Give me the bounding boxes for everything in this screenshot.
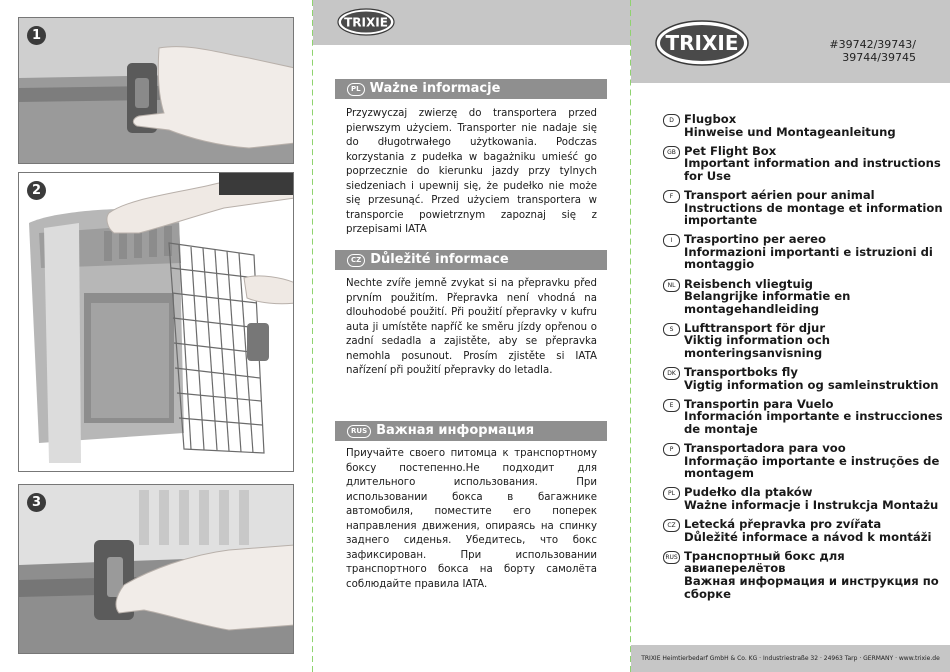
article-numbers — [829, 38, 916, 64]
step-number: 3 — [27, 493, 46, 512]
language-entry-e — [663, 398, 943, 436]
product-subtitle: Hinweise und Montageanleitung — [684, 124, 896, 139]
product-subtitle: Важная информация и инструкция по сборке — [684, 573, 939, 601]
product-name: Transportboks fly — [684, 365, 798, 380]
company-footer: TRIXIE Heimtierbedarf GmbH & Co. KG · Industriestraße 32 · 24963 Tarp · GERMANY · www.trixie.de — [631, 645, 950, 672]
language-entry-rus — [663, 550, 943, 600]
language-list — [663, 113, 943, 607]
language-code-badge: GB — [663, 146, 680, 159]
trixie-logo — [655, 20, 749, 66]
svg-text:TRIXIE: TRIXIE — [344, 15, 388, 30]
language-code-badge: P — [663, 443, 680, 456]
article-number-line: #39742/39743/ — [829, 38, 916, 51]
section-heading-rus — [335, 421, 607, 441]
trixie-logo — [337, 8, 395, 36]
product-name: Flugbox — [684, 112, 737, 126]
language-code-badge: RUS — [663, 551, 680, 564]
language-badge: RUS — [347, 425, 371, 438]
right-panel — [631, 0, 950, 672]
section-heading-pl — [335, 79, 607, 99]
product-subtitle: Important information and instructions for Use — [684, 156, 941, 183]
language-code-badge: I — [663, 234, 680, 247]
carrier-door-illustration — [19, 173, 294, 472]
language-code-badge: PL — [663, 487, 680, 500]
language-entry-pl — [663, 486, 943, 511]
article-number-line: 39744/39745 — [842, 51, 916, 64]
language-code-badge: CZ — [663, 519, 680, 532]
product-subtitle: Ważne informacje i Instrukcja Montażu — [684, 497, 939, 512]
step-3-photo — [18, 484, 294, 654]
section-text-rus: Приучайте своего питомца к транспортному боксу постепенно.Не подходит для длительного использования. При использовании бокса в багажнике автомобиля, поместите его поперек направления движения, опираясь на спинку заднего сиденья. Убедитесь, что бокс зафиксирован. При использовании транспортного бокса на борту самолёта соблюдайте правила IATA. — [346, 448, 597, 590]
product-name: Транспортный бокс для авиаперелётов — [684, 548, 845, 576]
language-badge: CZ — [347, 254, 365, 267]
middle-panel — [313, 0, 631, 672]
product-name: Trasportino per aereo — [684, 232, 826, 247]
carrier-lock-illustration — [19, 485, 294, 654]
language-entry-i — [663, 233, 943, 271]
language-badge: PL — [347, 83, 365, 96]
language-code-badge: DK — [663, 367, 680, 380]
left-panel — [0, 0, 313, 672]
product-name: Lufttransport för djur — [684, 320, 826, 335]
product-name: Pudełko dla ptaków — [684, 485, 813, 500]
cover-header-band — [631, 0, 950, 83]
product-subtitle: Belangrijke informatie en montagehandleiding — [684, 289, 851, 316]
section-title: Důležité informace — [370, 252, 509, 267]
product-subtitle: Instructions de montage et information importante — [684, 200, 943, 228]
carrier-clip-illustration — [19, 18, 294, 164]
language-code-badge: NL — [663, 279, 680, 292]
step-number: 1 — [27, 26, 46, 45]
language-code-badge: E — [663, 399, 680, 412]
product-name: Reisbench vliegtuig — [684, 276, 813, 291]
language-entry-gb — [663, 145, 943, 183]
step-number: 2 — [27, 181, 46, 200]
product-subtitle: Viktig information och monteringsanvisning — [684, 333, 831, 360]
product-name: Pet Flight Box — [684, 143, 777, 158]
language-entry-d — [663, 113, 943, 138]
section-title: Важная информация — [376, 423, 535, 438]
product-subtitle: Informação importante e instruções de montagem — [684, 453, 940, 481]
language-code-badge: D — [663, 114, 680, 127]
product-subtitle: Důležité informace a návod k montáži — [684, 529, 932, 544]
section-title: Ważne informacje — [369, 81, 501, 96]
section-text-cz: Nechte zvíře jemně zvykat si na přepravku před prvním použitím. Přepravka není vhodná na dlouhodobé použití. Při použití přepravky v kufru auta ji umístěte napříč ke směru jízdy opřenou o zadní sedadla a zajistěte, aby se přepravka nemohla posunout. Prosím zjistěte si IATA nařízení při použití přepravky do letadla. — [346, 278, 597, 376]
language-code-badge: F — [663, 190, 680, 203]
language-entry-p — [663, 442, 943, 480]
language-entry-dk — [663, 366, 943, 391]
language-entry-f — [663, 189, 943, 227]
section-text-pl: Przyzwyczaj zwierzę do transportera przed pierwszym użyciem. Transporter nie nadaje się do długotrwałego użytkowania. Podczas korzystania z pudełka w bagażniku umieść go poprzecznie do kierunku jazdy przy tylnych siedzeniach i upewnij się, że pudełko nie może się przesunąć. Przed użyciem transportera w transporcie powietrznym zapoznaj się z przepisami IATA — [346, 108, 597, 235]
product-name: Transportin para Vuelo — [684, 396, 834, 411]
step-1-photo — [18, 17, 294, 164]
middle-header-band — [313, 0, 631, 45]
product-name: Letecká přepravka pro zvířata — [684, 517, 882, 532]
step-2-photo — [18, 172, 294, 472]
section-heading-cz — [335, 250, 607, 270]
language-code-badge: S — [663, 323, 680, 336]
language-entry-s — [663, 322, 943, 360]
language-entry-nl — [663, 278, 943, 316]
product-subtitle: Informazioni importanti e istruzioni di montaggio — [684, 244, 933, 272]
product-name: Transport aérien pour animal — [684, 187, 875, 202]
product-name: Transportadora para voo — [684, 441, 846, 456]
svg-text:TRIXIE: TRIXIE — [665, 31, 739, 55]
language-entry-cz — [663, 518, 943, 543]
product-subtitle: Vigtig information og samleinstruktion — [684, 377, 939, 392]
product-subtitle: Información importante e instrucciones de montaje — [684, 409, 943, 436]
